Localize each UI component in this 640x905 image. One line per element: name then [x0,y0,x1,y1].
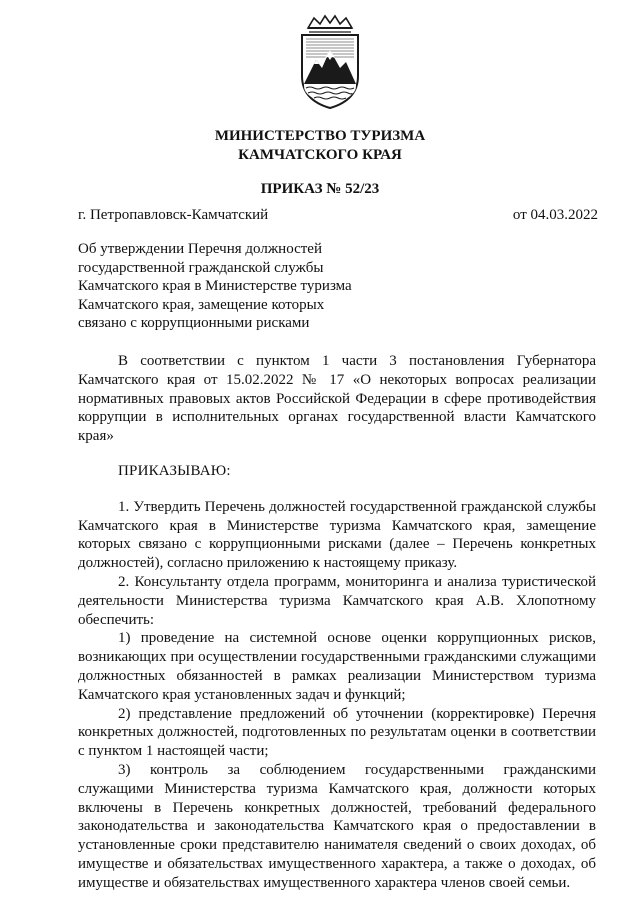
subject-line: Камчатского края в Министерстве туризма [78,278,352,295]
order-directive-word: ПРИКАЗЫВАЮ: [118,462,231,479]
order-subject [78,240,408,333]
subject-line: связано с коррупционными рисками [78,315,310,332]
order-subitem: 1) проведение на системной основе оценки коррупционных рисков, возникающих при осуществлении государственными гражданскими служащими должностных обязанностей в рамках реализации Министерством туризма Камчатского края установленных задач и функций; [78,630,596,703]
order-date: от 04.03.2022 [512,207,598,223]
subject-line: Камчатского края, замещение которых [78,296,325,313]
ministry-name-line1: МИНИСТЕРСТВО ТУРИЗМА [214,128,426,144]
ministry-name [0,127,640,165]
kamchatka-coat-of-arms-icon [294,14,366,112]
place-of-issue: г. Петропавловск-Камчатский [78,207,269,223]
order-title: ПРИКАЗ № 52/23 [260,181,380,197]
subject-line: государственной гражданской службы [78,259,324,276]
order-subitem: 3) контроль за соблюдением государственными гражданскими служащими Министерства туризма Камчатского края, должности которых включены в Перечень конкретных должностей, требований федерального законодательства и законодательства Камчатского края о предоставлении в установленные сроки представителю нанимателя сведений о своих доходах, об имуществе и обязательствах имущественного характера, а также о доходах, об имуществе и обязательствах имущественного характера членов своей семьи. [78,761,596,891]
ministry-name-line2: КАМЧАТСКОГО КРАЯ [238,147,402,163]
order-subitem: 2) представление предложений об уточнении (корректировке) Перечня конкретных должностей, подготовленных по результатам оценки в соответствии с пунктом 1 настоящей части; [78,705,596,760]
subject-line: Об утверждении Перечня должностей [78,241,322,257]
preamble-paragraph: В соответствии с пунктом 1 части 3 постановления Губернатора Камчатского края от 15.02.2022 № 17 «О некоторых вопросах реализации нормативных правовых актов Российской Федерации в сфере противодействия коррупции в исполнительных органах государственной власти Камчатского края» [78,353,596,445]
order-item: 1. Утвердить Перечень должностей государственной гражданской службы Камчатского края в Министерстве туризма Камчатского края, замещение которых связано с коррупционными рисками (далее – Перечень конкретных должностей), согласно приложению к настоящему приказу. [78,498,596,572]
order-item: 2. Консультанту отдела программ, мониторинга и анализа туристической деятельности Министерства туризма Камчатского края А.В. Хлопотному обеспечить: [78,573,596,628]
order-body [78,352,596,893]
